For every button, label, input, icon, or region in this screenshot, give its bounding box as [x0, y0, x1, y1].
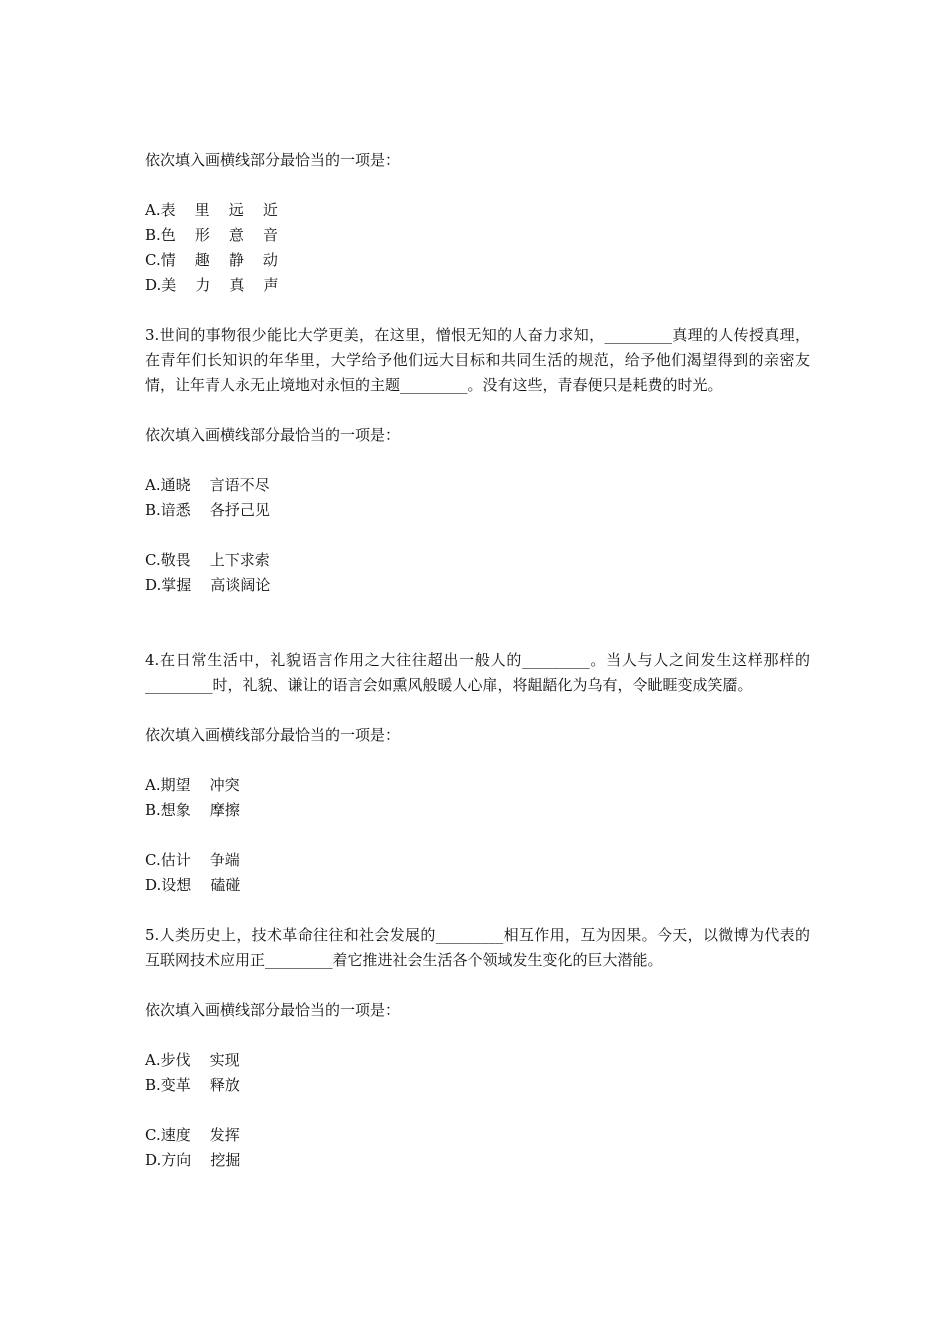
q2-option-c: C.情 趣 静 动	[145, 251, 278, 269]
q3-option-b: B.谙悉 各抒己见	[145, 501, 270, 519]
q5-prompt: 依次填入画横线部分最恰当的一项是：	[145, 1001, 401, 1019]
q3-option-a: A.通晓 言语不尽	[145, 476, 270, 494]
q5-option-d: D.方向 挖掘	[145, 1151, 241, 1169]
q5-option-c: C.速度 发挥	[145, 1126, 240, 1144]
q3-text: 3.世间的事物很少能比大学更美，在这里，憎恨无知的人奋力求知，_________真理的人传授真理，在青年们长知识的年华里，大学给予他们远大目标和共同生活的规范，给予他们渴望得到的亲密友情，让年青人永无止境地对永恒的主题_________。没有这些，青春便只是耗费的时光。	[145, 326, 810, 394]
q4-option-c: C.估计 争端	[145, 851, 240, 869]
q2-option-b: B.色 形 意 音	[145, 226, 279, 244]
q2-option-d: D.美 力 真 声	[145, 276, 279, 294]
q3-option-d: D.掌握 高谈阔论	[145, 576, 271, 594]
q4-text: 4.在日常生活中，礼貌语言作用之大往往超出一般人的_________。当人与人之间发生这样那样的_________时，礼貌、谦让的语言会如熏风般暖人心扉，将龃龉化为乌有，令眦睚变成笑靥。	[145, 651, 810, 694]
q3-option-c: C.敬畏 上下求索	[145, 551, 270, 569]
q3-prompt: 依次填入画横线部分最恰当的一项是：	[145, 426, 401, 444]
q2-option-a: A.表 里 远 近	[145, 201, 278, 219]
document-page	[145, 148, 810, 1173]
q2-prompt: 依次填入画横线部分最恰当的一项是：	[145, 151, 401, 169]
q4-option-d: D.设想 磕碰	[145, 876, 241, 894]
q4-prompt: 依次填入画横线部分最恰当的一项是：	[145, 726, 401, 744]
q4-option-b: B.想象 摩擦	[145, 801, 240, 819]
q5-option-b: B.变革 释放	[145, 1076, 240, 1094]
q5-option-a: A.步伐 实现	[145, 1051, 240, 1069]
q5-text: 5.人类历史上，技术革命往往和社会发展的_________相互作用，互为因果。今天，以微博为代表的互联网技术应用正_________着它推进社会生活各个领域发生变化的巨大潜能。	[145, 926, 810, 969]
q4-option-a: A.期望 冲突	[145, 776, 240, 794]
